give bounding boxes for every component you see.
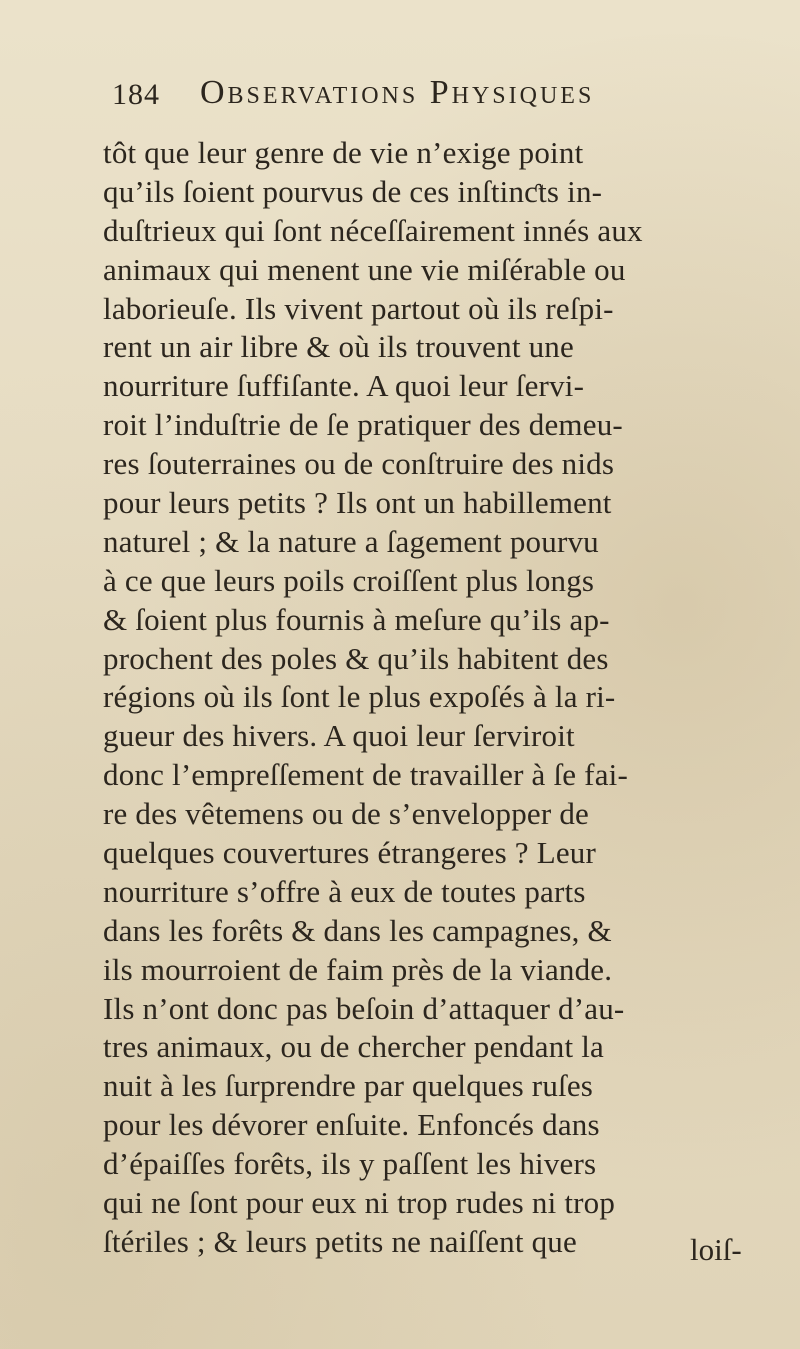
text-line: ſtériles ; & leurs petits ne naiſſent que <box>103 1223 577 1259</box>
catchword: loiſ- <box>690 1232 742 1267</box>
text-line: animaux qui menent une vie miſérable ou <box>103 251 626 287</box>
text-line: rent un air libre & où ils trouvent une <box>103 329 574 365</box>
text-line: dans les forêts & dans les campagnes, & <box>103 912 612 948</box>
body-text <box>103 134 793 1262</box>
text-line: nuit à les ſurprendre par quelques ruſes <box>103 1068 594 1104</box>
text-line: d’épaiſſes forêts, ils y paſſent les hivers <box>103 1146 597 1182</box>
text-line: nourriture s’offre à eux de toutes parts <box>103 873 586 909</box>
text-line: tôt que leur genre de vie n’exige point <box>103 135 584 170</box>
text-line: qu’ils ſoient pourvus de ces inſtinƈts in- <box>103 173 603 209</box>
text-line: re des vêtemens ou de s’envelopper de <box>103 796 589 832</box>
text-line: tres animaux, ou de chercher pendant la <box>103 1029 604 1065</box>
text-line: prochent des poles & qu’ils habitent des <box>103 640 609 676</box>
text-line: naturel ; & la nature a ſagement pourvu <box>103 523 599 559</box>
text-line: pour leurs petits ? Ils ont un habillement <box>103 485 612 521</box>
text-line: roit l’induſtrie de ſe pratiquer des demeu- <box>103 407 623 443</box>
page-number: 184 <box>112 78 160 111</box>
text-line: gueur des hivers. A quoi leur ſerviroit <box>103 718 575 754</box>
text-line: Ils n’ont donc pas beſoin d’attaquer d’au- <box>103 990 625 1026</box>
text-line: laborieuſe. Ils vivent partout où ils reſpi- <box>103 290 614 326</box>
running-head: Observations Physiques <box>200 74 595 111</box>
text-line: ils mourroient de faim près de la viande. <box>103 951 613 987</box>
text-line: quelques couvertures étrangeres ? Leur <box>103 835 597 871</box>
text-line: pour les dévorer enſuite. Enfoncés dans <box>103 1107 600 1143</box>
text-line: duſtrieux qui ſont néceſſairement innés aux <box>103 212 643 248</box>
text-line: res ſouterraines ou de conſtruire des nids <box>103 446 615 482</box>
text-line: qui ne ſont pour eux ni trop rudes ni trop <box>103 1185 616 1221</box>
text-line: régions où ils ſont le plus expoſés à la ri- <box>103 679 616 715</box>
text-line: à ce que leurs poils croiſſent plus longs <box>103 562 595 598</box>
page-header <box>112 70 772 120</box>
text-line: & ſoient plus fournis à meſure qu’ils ap- <box>103 601 610 637</box>
text-line: nourriture ſuffiſante. A quoi leur ſervi- <box>103 368 585 404</box>
text-line: donc l’empreſſement de travailler à ſe fai- <box>103 757 629 793</box>
